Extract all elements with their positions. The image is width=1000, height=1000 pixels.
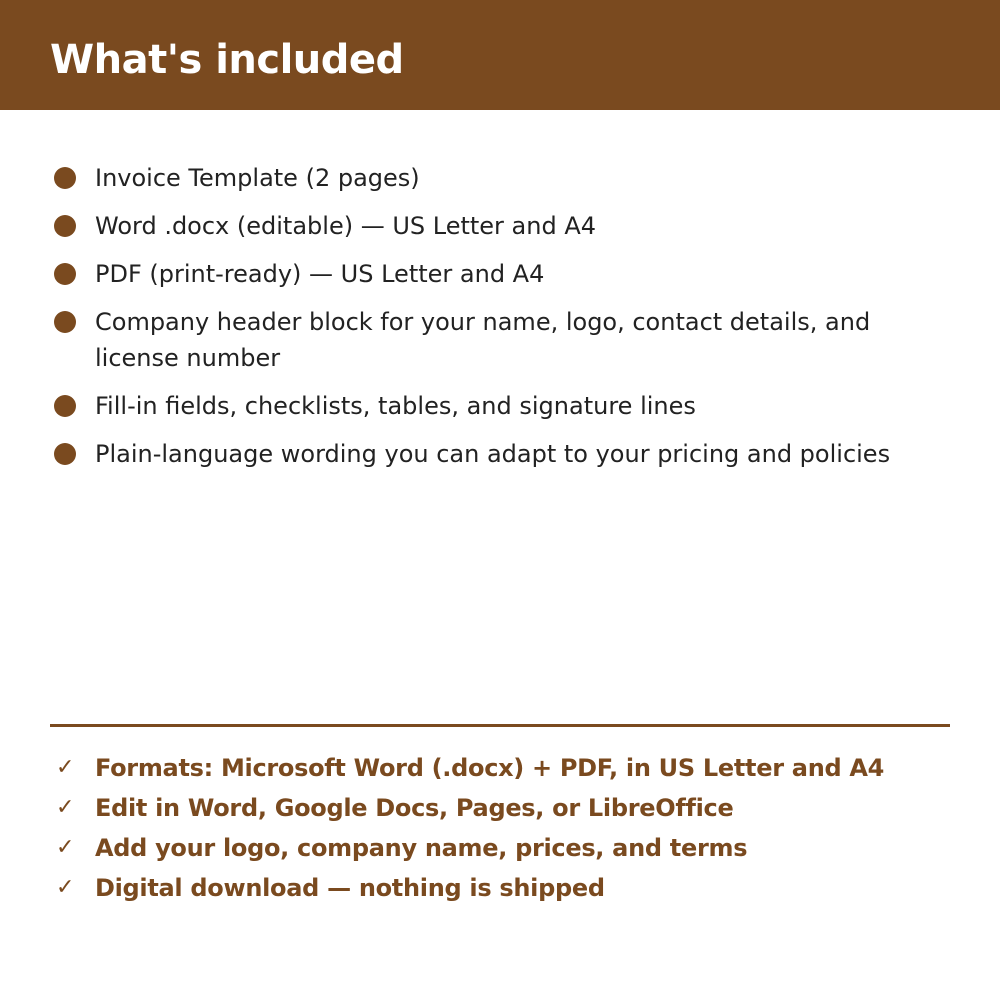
bullet-dot-icon [54,167,76,189]
included-item [50,436,930,472]
bullet-dot-icon [54,311,76,333]
bullet-dot-icon [54,395,76,417]
checkmark-icon: ✓ [56,795,75,820]
checkmark-icon: ✓ [56,755,75,780]
feature-item-text: Add your logo, company name, prices, and terms [95,834,748,862]
included-item [50,160,930,196]
checkmark-icon: ✓ [56,875,75,900]
page-title: What's included [50,37,404,83]
included-item [50,208,930,244]
bullet-dot-icon [54,215,76,237]
section-divider [50,724,950,727]
feature-item [50,868,950,908]
header-band [0,0,1000,110]
included-item [50,256,930,292]
included-item-text: Word .docx (editable) — US Letter and A4 [95,212,597,240]
feature-item-text: Edit in Word, Google Docs, Pages, or LibreOffice [95,794,734,822]
included-item [50,388,930,424]
bullet-dot-icon [54,263,76,285]
feature-item-text: Digital download — nothing is shipped [95,874,605,902]
feature-item [50,788,950,828]
included-item-text: Plain-language wording you can adapt to your pricing and policies [95,440,891,468]
included-item-text: Company header block for your name, logo, contact details, and license number [95,308,871,372]
included-list [50,160,930,484]
included-item-text: Invoice Template (2 pages) [95,164,420,192]
checkmark-icon: ✓ [56,835,75,860]
features-list [50,748,950,908]
included-item-text: PDF (print-ready) — US Letter and A4 [95,260,545,288]
feature-item [50,828,950,868]
feature-item-text: Formats: Microsoft Word (.docx) + PDF, in US Letter and A4 [95,754,885,782]
included-item [50,304,930,376]
included-item-text: Fill-in fields, checklists, tables, and signature lines [95,392,696,420]
feature-item [50,748,950,788]
bullet-dot-icon [54,443,76,465]
